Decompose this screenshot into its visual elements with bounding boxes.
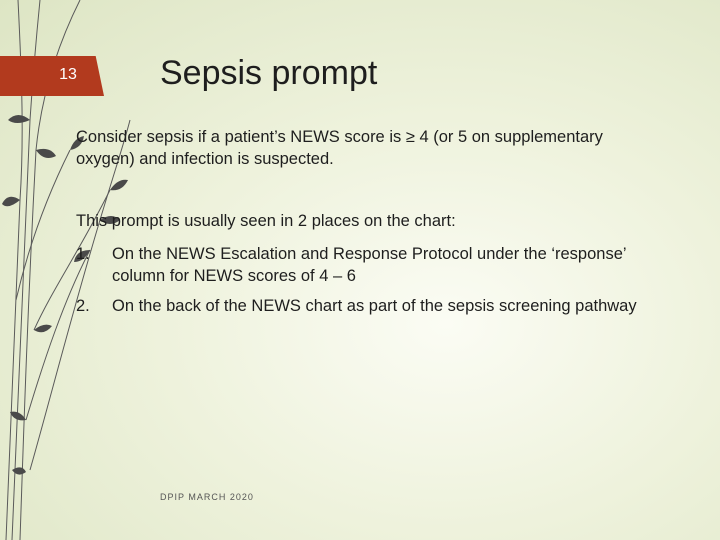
list-item-text: On the NEWS Escalation and Response Protocol under the ‘response’ column for NEWS scores of 4 – 6 xyxy=(112,245,626,285)
list-item xyxy=(76,243,656,287)
places-list xyxy=(76,243,656,325)
list-item xyxy=(76,295,656,317)
list-marker: 2. xyxy=(76,297,90,315)
intro-paragraph: Consider sepsis if a patient’s NEWS score is ≥ 4 (or 5 on supplementary oxygen) and infection is suspected. xyxy=(76,128,603,168)
slide-title: Sepsis prompt xyxy=(160,54,378,92)
footer-text: DPIP MARCH 2020 xyxy=(160,492,254,502)
places-intro-paragraph: This prompt is usually seen in 2 places on the chart: xyxy=(76,212,456,230)
intro-paragraph-block xyxy=(76,126,656,170)
slide-number: 13 xyxy=(59,66,77,83)
list-marker: 1. xyxy=(76,245,90,263)
slide-number-tab xyxy=(0,56,104,96)
list-item-text: On the back of the NEWS chart as part of the sepsis screening pathway xyxy=(112,297,637,315)
